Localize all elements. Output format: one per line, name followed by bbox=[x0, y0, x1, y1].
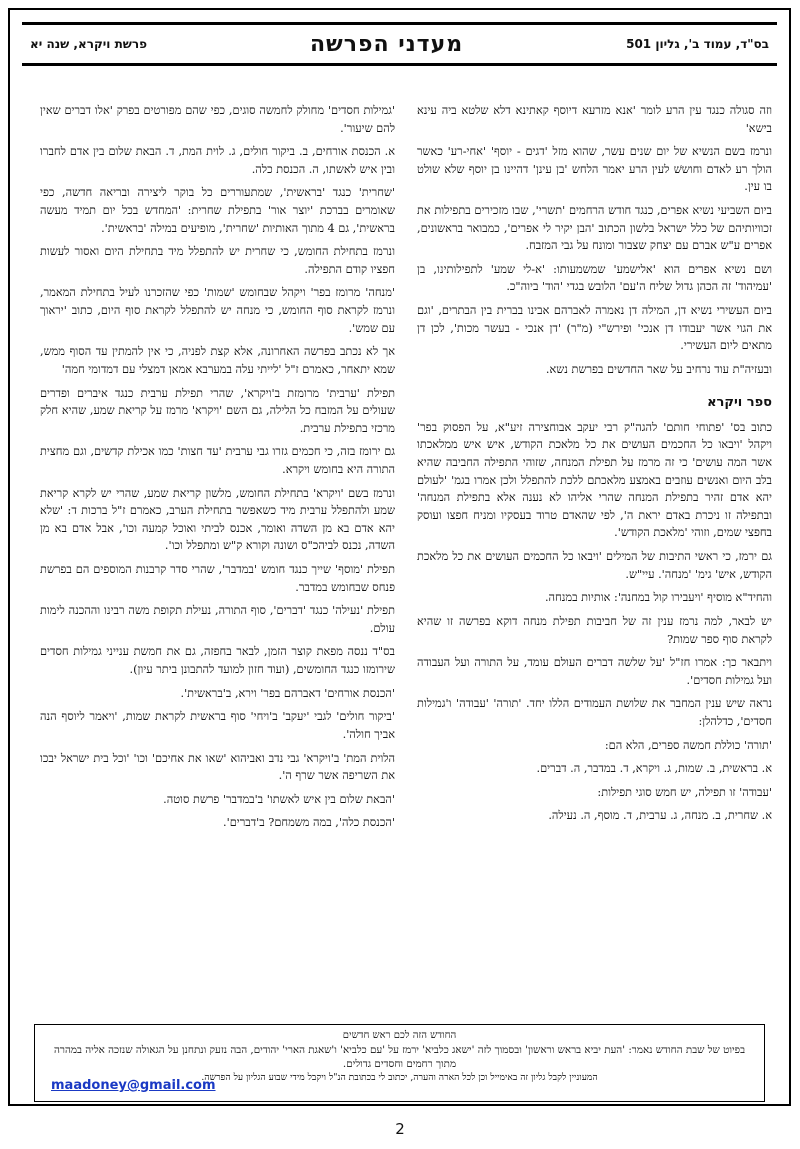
footer-heading: החודש הזה לכם ראש חדשים bbox=[342, 1030, 457, 1041]
list-item: 'הבאת שלום בין איש לאשתו' ב'במדבר' פרשת סוטה. bbox=[163, 792, 395, 806]
paragraph: תפילת 'נעילה' כנגד 'דברים', סוף התורה, נעילת תקופת משה רבינו וההכנה לימות עולם. bbox=[40, 604, 395, 635]
paragraph: תפילת 'מוסף' שייך כנגד חומש 'במדבר', שהרי סדר קרבנות המוספים הם בפרשת פנחס שבחומש במדבר. bbox=[40, 563, 395, 594]
paragraph: וזה סגולה כנגד עין הרע לומר 'אנא מזרעא דיוסף קאתינא דלא שלטא ביה עינא בישא' bbox=[417, 104, 772, 135]
paragraph: 'מנחה' מרומז בפר' ויקהל שבחומש 'שמות' כפי שהזכרנו לעיל בתחילת המאמר, ונרמז לקראת סוף החומש, כי מנחה יש להתפלל לקראת סוף היום, כתוב 'יראוך עם שמש'. bbox=[40, 286, 395, 335]
issue-info: בס"ד, עמוד ב', גליון 501 bbox=[626, 37, 769, 51]
paragraph: ביום השביעי נשיא אפרים, כנגד חודש הרחמים 'תשרי', שבו מזכירים בתפילות את זכוויותיהם של כלל ישראל בלשון הכתוב 'הבן יקיר לי אפרים', כמבואר בראשונים, אפרים ע"ש אברם עם יצחק שצבור ומונח על גבי המזבח. bbox=[417, 204, 772, 253]
paragraph: נראה שיש ענין המחבר את שלושת העמודים הללו יחד. 'תורה' 'עבודה' ו'גמילות חסדים', כדלהלן: bbox=[417, 697, 772, 728]
list-item: א. שחרית, ב. מנחה, ג. ערבית, ד. מוסף, ה. נעילה. bbox=[548, 809, 772, 823]
right-column bbox=[417, 102, 772, 1018]
paragraph: ונרמז בשם הנשיא של יום שנים עשר, שהוא מזל 'דגים - יוסף' 'אחי-רע' כאשר הולך רע לאדם וחוששׁ לעין הרע יאמר הלחש 'בן עינן' דהיינו בן יוסף שלא שולט בו עין. bbox=[417, 145, 772, 194]
list-item: הלוית המת' ב'ויקרא' גבי נדב ואביהוא 'שאו את אחיכם' וכו' 'וכל בית ישראל יבכו את השריפה אשר שרף ה'. bbox=[40, 751, 395, 783]
list-item: א. בראשית, ב. שמות, ג. ויקרא, ד. במדבר, ה. דברים. bbox=[536, 762, 772, 776]
paragraph: 'שחרית' כנגד 'בראשית', שמתעוררים כל בוקר ליצירה ובריאה חדשה, כפי שאומרים בברכת 'יוצר אור' בתפילת שחרית: 'המחדש בכל יום תמיד מעשה בראשית', גם 4 מתוך האותיות 'שחרית', מופיעים במילה 'בראשית'. bbox=[40, 186, 395, 235]
paragraph: יש לבאר, למה נרמז ענין זה של חביבות תפילת מנחה דוקא בפרשה זו שהיא לקראת סוף ספר שמות? bbox=[417, 614, 772, 646]
list-item: א. הכנסת אורחים, ב. ביקור חולים, ג. לוית המת, ד. הבאת שלום בין אדם לחברו ובין איש לאשתו, ה. הכנסת כלה. bbox=[40, 145, 395, 176]
page-header bbox=[22, 22, 777, 66]
paragraph: 'תורה' כוללת חמשה ספרים, הלא הם: bbox=[604, 738, 772, 752]
left-column bbox=[40, 102, 395, 1018]
paragraph: ונרמז בשם 'ויקרא' בתחילת החומש, מלשון קריאת שמע, שהרי יש לקרא קריאת שמע ולהתפלל ערבית מיד כשאפשר בתחילת הערב, כאמרם ז"ל ברכות ד: 'שלא יהא אדם בא מן השדה ואומר, אכנס לביתי ואוכל קמעה וכו', אבל אדם בא מן השדה, נכנס לביהכ"ס ושונה וקורא ק"ש ומתפלל וכו'. bbox=[40, 486, 395, 553]
paragraph: גם ירמז, כי ראשי התיבות של המילים 'ויבאו כל החכמים העושים את כל מלאכת הקודש, איש' גימ' 'מנחה'. עיי"ש. bbox=[417, 550, 772, 581]
paragraph: תפילת 'ערבית' מרומזת ב'ויקרא', שהרי תפילת ערבית כנגד איברים ופדרים שעולים על המזבח כל הלילה, גם השם 'ויקרא' מרמז על קריאת שמע, שהיא חלק מרכזי בתפילת ערבית. bbox=[40, 386, 395, 435]
page-number: 2 bbox=[395, 1120, 405, 1138]
paragraph: ושם נשיא אפרים הוא 'אלישמע' שמשמעותו: 'א-לי שמע' לתפילותינו, בן 'עמיהוד' זה הכהן גדול שליח ה'עם' הלובש בגדי 'הוד' ביוה"כ. bbox=[417, 262, 772, 294]
paragraph: בס"ד ננסה מפאת קוצר הזמן, לבאר בחפזה, גם את חמשת ענייני גמילות חסדים שירומזו כנגד החומשים, (ועוד חזון למועד להתבונן ביתר עיון). bbox=[40, 645, 395, 677]
email-link[interactable]: maadoney@gmail.com bbox=[51, 1077, 216, 1093]
footer-text: בפיוט של שבת החודש נאמר: 'העת יביא בראש וראשון' ובסמוך לזה 'ישאג כלביא' ירמז על 'עם כלביא' ו'שאגת הארי' יהודים, הבה נזעק ונתחנן על הגאולה שנזכה אליה במהרה מתוך רחמים וחסדים גדולים. bbox=[53, 1044, 746, 1071]
publication-title: מעדני הפרשה bbox=[309, 31, 464, 57]
list-item: 'הכנסת כלה', במה משמחם? ב'דברים'. bbox=[223, 816, 395, 830]
paragraph: ובעזיה"ת עוד נרחיב על שאר החדשים בפרשת נשא. bbox=[545, 362, 772, 376]
paragraph: אך לא נכתב בפרשה האחרונה, אלא קצת לפניה, כי אין להמתין עד הסוף ממש, שמא יתאחר, כאמרם ז"ל 'לייתי עלה במערבא אמאן דמצלי עם דמדומי חמה' bbox=[40, 345, 395, 376]
section-title: ספר ויקרא bbox=[707, 394, 772, 410]
paragraph: גם ירומז בזה, כי חכמים גזרו גבי ערבית 'עד חצות' כמו אכילת קדשים, וגם מחצית התורה היא בחומש ויקרא. bbox=[40, 445, 395, 476]
paragraph: ונרמז בתחילת החומש, כי שחרית יש להתפלל מיד בתחילת היום ואסור לעשות חפציו קודם התפילה. bbox=[40, 245, 395, 276]
paragraph: והחיד"א מוסיף 'ויעבירו קול במחנה': אותיות במנחה. bbox=[544, 591, 772, 605]
paragraph: ביום העשירי נשיא דן, המילה דן נאמרה לאברהם אבינו בברית בין הבתרים, 'וגם את הגוי אשר יעבודו דן אנכי' ופירש"י (מ"ר) 'דן אנכי - בעשר מכות', לכן דן מתאים ליום העשירי. bbox=[417, 304, 772, 353]
list-item: 'ביקור חולים' לגבי 'יעקב' ב'ויחי' סוף בראשית לקראת שמות, 'ויאמר ליוסף הנה אביך חולה'. bbox=[40, 710, 395, 741]
paragraph: 'עבודה' זו תפילה, יש חמש סוגי תפילות: bbox=[597, 785, 772, 799]
list-item: 'הכנסת אורחים' דאברהם בפר' וירא, ב'בראשית'. bbox=[180, 686, 395, 700]
paragraph: ויתבאר כך: אמרו חז"ל 'על שלשה דברים העולם עומד, על התורה ועל העבודה ועל גמילות חסדים'. bbox=[417, 656, 772, 687]
footer-subscribe-note: המעוניין לקבל גליון זה באימייל וכן לכל הארה והערה, יכתוב לי בכתובת הנ"ל ויקבל מידי שבוע הגליון על הפרשה. bbox=[201, 1071, 598, 1083]
parsha-info: פרשת ויקרא, שנה יא bbox=[30, 37, 148, 51]
footer-box bbox=[34, 1024, 765, 1102]
paragraph: 'גמילות חסדים' מחולק לחמשה סוגים, כפי שהם מפורטים בפרק 'אלו דברים שאין להם שיעור'. bbox=[40, 104, 395, 135]
paragraph: כתוב בס' 'פתוחי חותם' להגה"ק רבי יעקב אבוחצירה זיע"א, על הפסוק בפר' ויקהל 'ויבאו כל החכמים העושים את כל מלאכת הקודש, איש איש ממלאכתו אשר המה עושים' כי זה מרמז על תפילת המנחה, שזוהי התפילה החביבה שהיא בלב היום ואנשים עוזבים באמצע מלאכתם ללכת להתפלל ולכן אמרו בגמ' 'לעולם יהא אדם זהיר בתפילת המנחה שהרי אליהו לא נענה אלא בתפילת המנחה' ובתפילה זו ניכרת באדם יראת ה', לפי שהאדם טרוד בעסקיו ומניח חפצו ועוסק בחפצי שמים, וזוהי 'מלאכת הקודש'. bbox=[417, 420, 772, 540]
